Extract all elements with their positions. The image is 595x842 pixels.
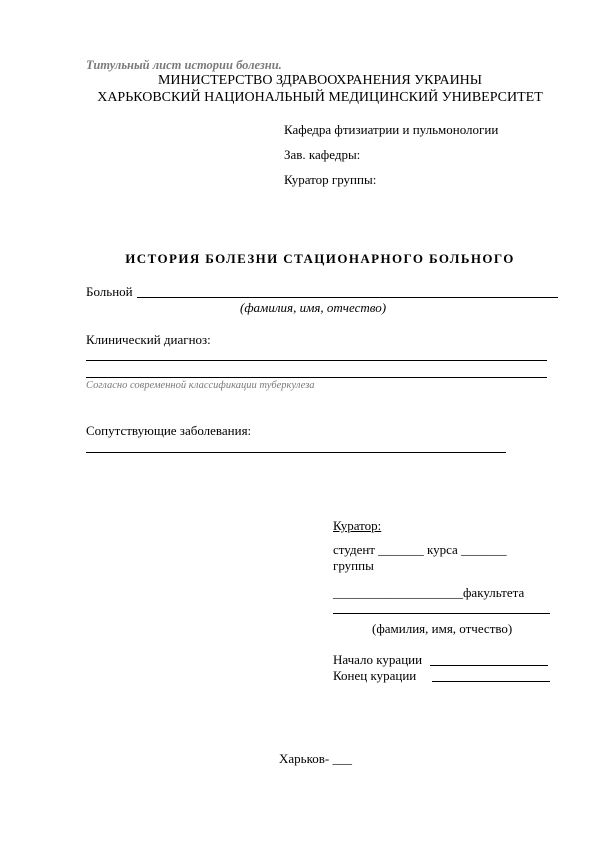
patient-label: Больной	[86, 284, 133, 299]
diagnosis-line-1	[86, 360, 547, 361]
curator-name-hint: (фамилия, имя, отчество)	[372, 621, 513, 636]
diagnosis-hint: Согласно современной классификации туберкулеза	[86, 380, 315, 391]
curator-label: Куратор:	[333, 518, 382, 533]
city-year: Харьков- ___	[279, 751, 352, 766]
department-name: Кафедра фтизиатрии и пульмонологии	[284, 122, 499, 137]
curator-group-line: группы	[333, 558, 374, 573]
curation-end-label: Конец курации	[333, 668, 417, 683]
curation-start-label: Начало курации	[333, 652, 423, 667]
curator-name-line	[333, 613, 550, 614]
document-title: ИСТОРИЯ БОЛЕЗНИ СТАЦИОНАРНОГО БОЛЬНОГО	[125, 251, 515, 266]
university-name: ХАРЬКОВСКИЙ НАЦИОНАЛЬНЫЙ МЕДИЦИНСКИЙ УНИВЕРСИТЕТ	[97, 90, 543, 105]
diagnosis-line-2	[86, 377, 547, 378]
page-caption: Титульный лист истории болезни.	[86, 58, 282, 72]
department-head-label: Зав. кафедры:	[284, 147, 361, 162]
comorbidities-line	[86, 452, 506, 453]
ministry-name: МИНИСТЕРСТВО ЗДРАВООХРАНЕНИЯ УКРАИНЫ	[157, 73, 483, 88]
curator-faculty-line: ____________________факультета	[333, 585, 525, 600]
comorbidities-label: Сопутствующие заболевания:	[86, 423, 252, 438]
patient-name-line	[137, 297, 558, 298]
patient-name-hint: (фамилия, имя, отчество)	[240, 300, 387, 315]
curation-start-line	[430, 665, 548, 666]
group-curator-label: Куратор группы:	[284, 172, 377, 187]
diagnosis-label: Клинический диагноз:	[86, 332, 211, 347]
curation-end-line	[432, 681, 550, 682]
curator-student-line: студент _______ курса _______	[333, 542, 507, 557]
